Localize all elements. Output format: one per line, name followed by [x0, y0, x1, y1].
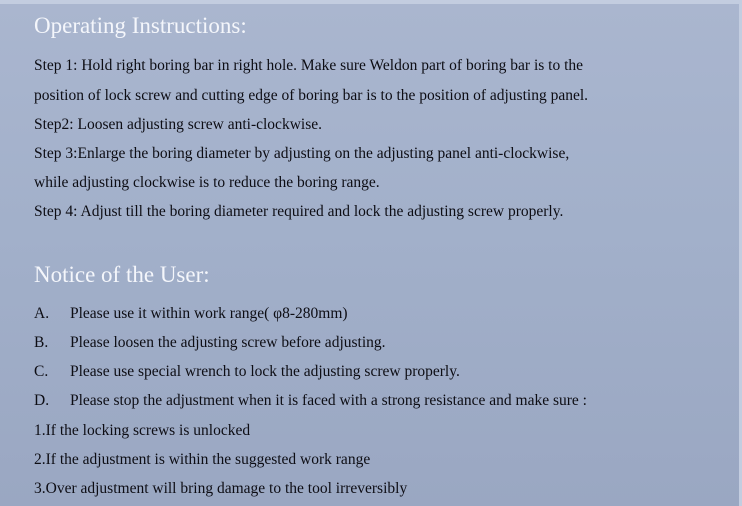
check-item: 2.If the adjustment is within the suggested work range [34, 451, 371, 468]
top-edge-highlight [0, 0, 742, 4]
notice-item-text: Please use special wrench to lock the adjusting screw properly. [70, 363, 460, 380]
notice-item [34, 304, 348, 324]
instruction-line: Step 3:Enlarge the boring diameter by adjusting on the adjusting panel anti-clockwise, [34, 145, 570, 162]
notice-item-letter: B. [34, 334, 49, 351]
check-item: 3.Over adjustment will bring damage to the tool irreversibly [34, 480, 408, 497]
notice-item-letter: A. [34, 305, 50, 322]
operating-instructions-title: Operating Instructions: [34, 13, 247, 38]
instruction-line: Step2: Loosen adjusting screw anti-clockwise. [34, 116, 322, 133]
notice-title: Notice of the User: [34, 262, 210, 287]
notice-item [34, 391, 587, 411]
notice-item [34, 333, 386, 353]
instruction-line: position of lock screw and cutting edge of boring bar is to the position of adjusting panel. [34, 87, 589, 104]
notice-item-letter: D. [34, 392, 50, 409]
notice-item-letter: C. [34, 363, 49, 380]
notice-item [34, 362, 460, 382]
notice-item-text: Please use it within work range( φ8-280mm) [70, 305, 348, 322]
notice-item-text: Please stop the adjustment when it is faced with a strong resistance and make sure : [70, 392, 587, 409]
instruction-line: Step 4: Adjust till the boring diameter required and lock the adjusting screw properly. [34, 203, 564, 220]
instruction-line: Step 1: Hold right boring bar in right hole. Make sure Weldon part of boring bar is to the [34, 57, 584, 74]
check-item: 1.If the locking screws is unlocked [34, 422, 251, 439]
instruction-line: while adjusting clockwise is to reduce the boring range. [34, 174, 380, 191]
notice-item-text: Please loosen the adjusting screw before adjusting. [70, 334, 386, 351]
